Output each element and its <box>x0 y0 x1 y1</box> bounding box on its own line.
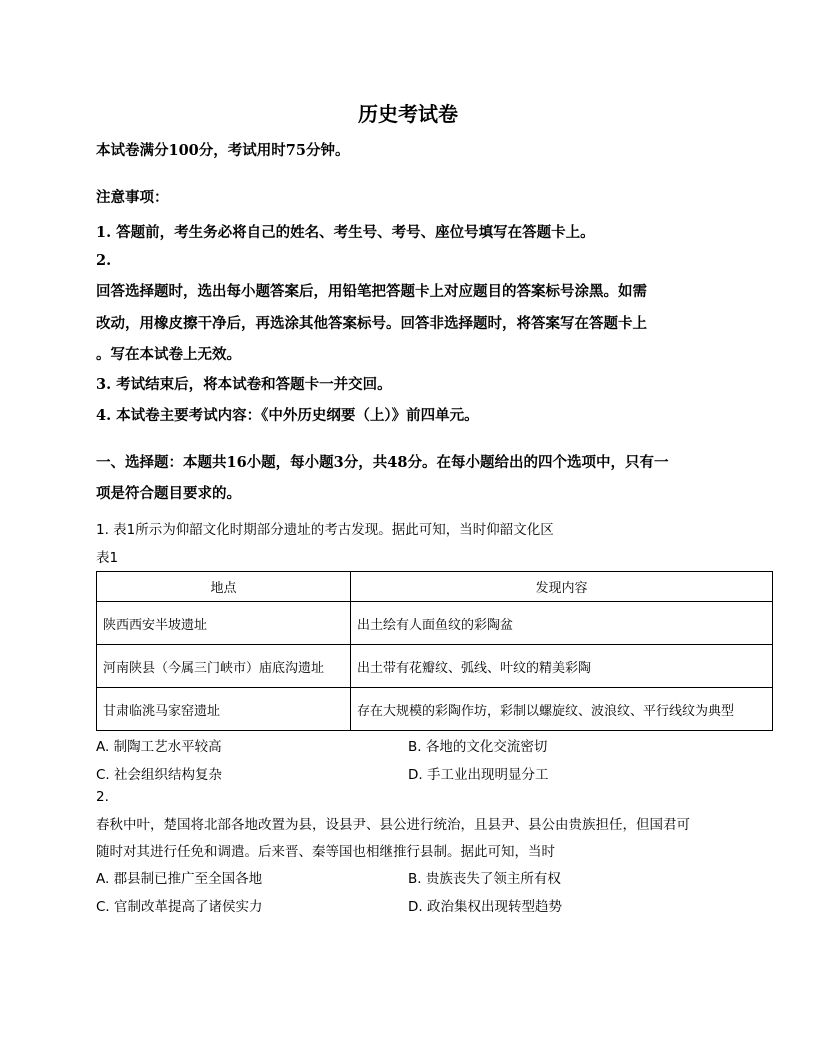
table-cell-location: 河南陕县（今属三门峡市）庙底沟遗址 <box>97 645 351 688</box>
notice-item-1: 1. 答题前，考生务必将自己的姓名、考生号、考号、座位号填写在答题卡上。 <box>96 224 595 241</box>
question-2-stem-line-1: 春秋中叶，楚国将北部各地改置为县，设县尹、县公进行统治，且县尹、县公由贵族担任，但国君可 <box>96 817 690 833</box>
question-1-option-c: C. 社会组织结构复杂 <box>96 767 223 783</box>
question-2-option-a: A. 郡县制已推广至全国各地 <box>96 871 263 887</box>
table-header-findings: 发现内容 <box>351 572 773 602</box>
exam-intro: 本试卷满分100分，考试用时75分钟。 <box>96 142 350 159</box>
section-1-heading-line-2: 项是符合题目要求的。 <box>96 485 241 502</box>
notice-item-4: 4. 本试卷主要考试内容：《中外历史纲要（上）》前四单元。 <box>96 407 479 424</box>
table-header-row <box>97 572 773 602</box>
question-2-option-d: D. 政治集权出现转型趋势 <box>408 899 562 915</box>
notice-item-2-line-2: 改动，用橡皮擦干净后，再选涂其他答案标号。回答非选择题时，将答案写在答题卡上 <box>96 315 647 332</box>
page-title: 历史考试卷 <box>358 102 458 126</box>
table-cell-location: 陕西西安半坡遗址 <box>97 602 351 645</box>
table-header-location: 地点 <box>97 572 351 602</box>
question-1-option-a: A. 制陶工艺水平较高 <box>96 739 222 755</box>
table-caption: 表1 <box>96 550 119 566</box>
notice-item-2-line-1: 回答选择题时，选出每小题答案后，用铅笔把答题卡上对应题目的答案标号涂黑。如需 <box>96 283 647 300</box>
notice-heading: 注意事项： <box>96 189 169 206</box>
question-1-option-d: D. 手工业出现明显分工 <box>408 767 549 783</box>
question-2-number: 2. <box>96 789 109 805</box>
sites-table <box>96 571 773 731</box>
table-cell-findings: 存在大规模的彩陶作坊，彩制以螺旋纹、波浪纹、平行线纹为典型 <box>351 688 773 731</box>
table-cell-findings: 出土绘有人面鱼纹的彩陶盆 <box>351 602 773 645</box>
table-row <box>97 645 773 688</box>
section-1-heading-line-1: 一、选择题：本题共16小题，每小题3分，共48分。在每小题给出的四个选项中，只有一 <box>96 454 669 471</box>
question-1-option-b: B. 各地的文化交流密切 <box>408 739 548 755</box>
table-row <box>97 602 773 645</box>
notice-item-2-line-3: 。写在本试卷上无效。 <box>96 346 241 363</box>
notice-item-3: 3. 考试结束后，将本试卷和答题卡一并交回。 <box>96 376 392 393</box>
table-row <box>97 688 773 731</box>
question-1-stem: 1. 表1所示为仰韶文化时期部分遗址的考古发现。据此可知，当时仰韶文化区 <box>96 522 554 538</box>
question-2-option-b: B. 贵族丧失了领主所有权 <box>408 871 561 887</box>
question-2-option-c: C. 官制改革提高了诸侯实力 <box>96 899 263 915</box>
table-cell-findings: 出土带有花瓣纹、弧线、叶纹的精美彩陶 <box>351 645 773 688</box>
table-cell-location: 甘肃临洮马家窑遗址 <box>97 688 351 731</box>
notice-item-2-number: 2. <box>96 252 112 269</box>
question-2-stem-line-2: 随时对其进行任免和调遣。后来晋、秦等国也相继推行县制。据此可知，当时 <box>96 844 555 860</box>
